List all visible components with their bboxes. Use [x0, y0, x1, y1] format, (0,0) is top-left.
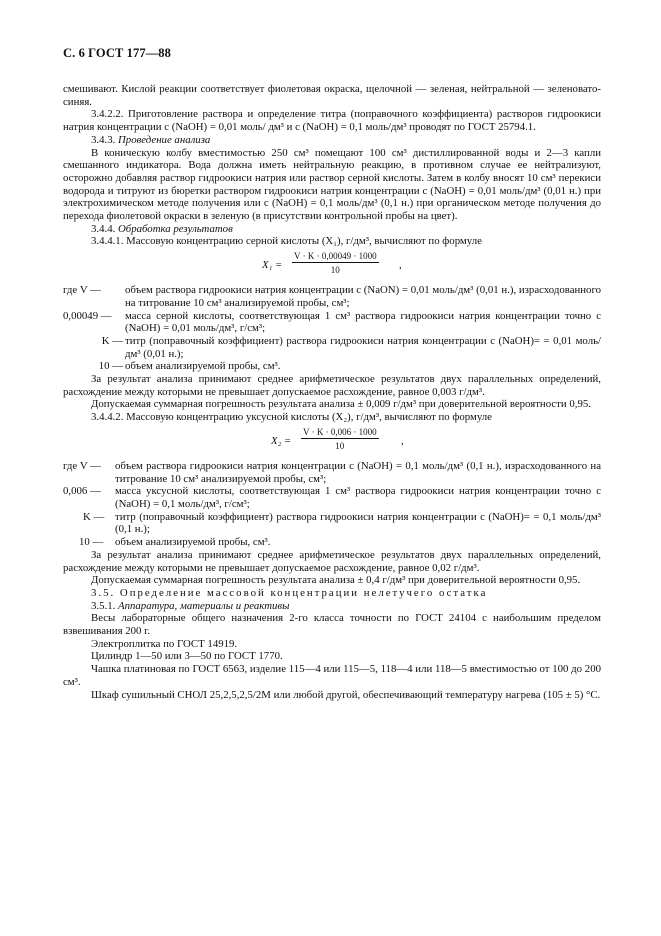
- paragraph: 3.4.4.1. Массовую концентрацию серной кислоты (X₁), г/дм³, вычисляют по формуле: [91, 235, 482, 248]
- section-number: 3.4.3.: [91, 133, 116, 146]
- document-page: [63, 46, 601, 701]
- definition-text: титр (поправочный коэффициент) раствора гидроокиси натрия концентрации c (NaOH)= = 0,1 моль/дм³ (0,1 н.);: [115, 510, 601, 536]
- definition-key: где V —: [63, 459, 101, 472]
- paragraph: В коническую колбу вместимостью 250 см³ помещают 100 см³ дистиллированной воды и 2—3 капли смешанного индикатора. Вода должна иметь нейтральную реакцию, в противном случае ее нейтрализуют, осторожно добавляя раствор гидроокиси натрия или раствор серной кислоты. Затем в колбу вносят 10 см³ перекиси водорода и титруют из бюретки раствором гидроокиси натрия концентрации c (NaOH) = 0,01 моль/дм³ (0,01 н.) при электрохимическом методе получения или c (NaOH) = 0,1 моль/дм³ (0,1 н.) при органическом методе получения до перехода фиолетовой окраски в зеленую (в присутствии контрольной пробы на цвет).: [63, 146, 601, 223]
- definition-key: 10 —: [98, 360, 123, 373]
- formula-numerator: V · K · 0,006 · 1000: [303, 426, 377, 437]
- formula-denominator: 10: [335, 440, 345, 451]
- definition-item: [63, 511, 601, 536]
- paragraph: Допускаемая суммарная погрешность результата анализа ± 0,4 г/дм³ при доверительной вероятности 0,95.: [91, 574, 581, 587]
- definition-text: титр (поправочный коэффициент) раствора гидроокиси натрия концентрации c (NaOH)= = 0,01 моль/дм³ (0,01 н.);: [125, 334, 601, 360]
- paragraph: Чашка платиновая по ГОСТ 6563, изделие 115—4 или 115—5, 118—4 или 118—5 вместимостью от 100 до 200 см³.: [63, 663, 601, 688]
- definition-item: [63, 310, 601, 335]
- section-title: Аппаратура, материалы и реактивы: [118, 599, 290, 612]
- definitions-list: [63, 284, 601, 373]
- definition-item: [63, 360, 601, 373]
- formula-denominator: 10: [330, 265, 340, 276]
- paragraph: смешивают. Кислой реакции соответствует фиолетовая окраска, щелочной — зеленая, нейтральной — зеленовато-синяя.: [63, 83, 601, 108]
- definition-text: объем анализируемой пробы, см³.: [115, 536, 271, 549]
- definition-item: [63, 485, 601, 510]
- definition-item: [63, 460, 601, 485]
- definition-item: [63, 536, 601, 549]
- definition-key: где V —: [63, 284, 101, 297]
- section-title: Проведение анализа: [118, 133, 211, 146]
- section-number: 3.5.1.: [91, 599, 116, 612]
- formula-x1: [63, 248, 601, 284]
- definition-text: объем анализируемой пробы, см³.: [125, 360, 281, 373]
- page-header: С. 6 ГОСТ 177—88: [63, 46, 172, 60]
- definition-key: 0,006 —: [63, 485, 101, 498]
- formula-lhs: X₁ =: [262, 259, 283, 272]
- paragraph: Весы лабораторные общего назначения 2-го класса точности по ГОСТ 24104 с наибольшим пределом взвешивания 200 г.: [63, 612, 601, 638]
- section-heading: [63, 223, 601, 236]
- formula-tail: ,: [399, 259, 402, 272]
- definitions-list: [63, 460, 601, 549]
- section-number: 3.4.4.: [91, 222, 116, 235]
- paragraph: Цилиндр 1—50 или 3—50 по ГОСТ 1770.: [91, 650, 283, 663]
- section-heading: 3.5. Определение массовой концентрации нелетучего остатка: [91, 586, 488, 599]
- paragraph: За результат анализа принимают среднее арифметическое результатов двух параллельных определений, расхождение между которыми не превышает допускаемое расхождение, равное 0,003 г/дм³.: [63, 373, 601, 398]
- formula-numerator: V · K · 0,00049 · 1000: [294, 251, 377, 262]
- definition-key: 10 —: [79, 536, 104, 549]
- section-heading: [63, 600, 601, 613]
- paragraph: 3.4.4.2. Массовую концентрацию уксусной кислоты (X₂), г/дм³, вычисляют по формуле: [91, 411, 492, 424]
- section-heading: [63, 134, 601, 147]
- paragraph: Допускаемая суммарная погрешность результата анализа ± 0,009 г/дм³ при доверительной вероятности 0,95.: [91, 398, 591, 411]
- definition-text: объем раствора гидроокиси натрия концентрации c (NaON) = 0,01 моль/дм³ (0,01 н.), израсходованного на титрование 10 см³ анализируемой пробы, см³;: [125, 284, 601, 309]
- formula-tail: ,: [401, 434, 404, 447]
- definition-item: [63, 284, 601, 309]
- definition-key: 0,00049 —: [63, 309, 112, 322]
- paragraph: Электроплитка по ГОСТ 14919.: [91, 637, 238, 650]
- definition-item: [63, 335, 601, 360]
- formula-fraction: [301, 427, 379, 451]
- definition-key: K —: [83, 510, 105, 523]
- definition-text: масса серной кислоты, соответствующая 1 см³ раствора гидроокиси натрия концентрации точно c (NaOH) = 0,01 моль/дм³, г/см³;: [125, 309, 601, 335]
- paragraph: За результат анализа принимают среднее арифметическое результатов двух параллельных определений, расхождение между которыми не превышает допускаемое расхождение, равное 0,02 г/дм³.: [63, 548, 601, 574]
- definition-text: масса уксусной кислоты, соответствующая 1 см³ раствора гидроокиси натрия концентрации точно c (NaOH) = 0,1 моль/дм³, г/см³;: [115, 485, 601, 510]
- formula-fraction: [292, 251, 379, 275]
- definition-text: объем раствора гидроокиси натрия концентрации c (NaOH) = 0,1 моль/дм³ (0,1 н.), израсходованного на титрование 10 см³ анализируемой пробы, см³;: [115, 459, 601, 485]
- paragraph: Шкаф сушильный СНОЛ 25,2,5,2,5/2М или любой другой, обеспечивающий температуру нагрева (105 ± 5) °С.: [91, 688, 601, 701]
- section-title: Обработка результатов: [118, 222, 233, 235]
- formula-lhs: X₂ =: [271, 434, 292, 447]
- formula-x2: [63, 424, 601, 460]
- definition-key: K —: [101, 334, 123, 347]
- paragraph: 3.4.2.2. Приготовление раствора и определение титра (поправочного коэффициента) растворов гидроокиси натрия концентрации c (NaOH) = 0,01 моль/ дм³ и c (NaOH) = 0,1 моль/дм³ проводят по ГОСТ 25794.1.: [63, 108, 601, 134]
